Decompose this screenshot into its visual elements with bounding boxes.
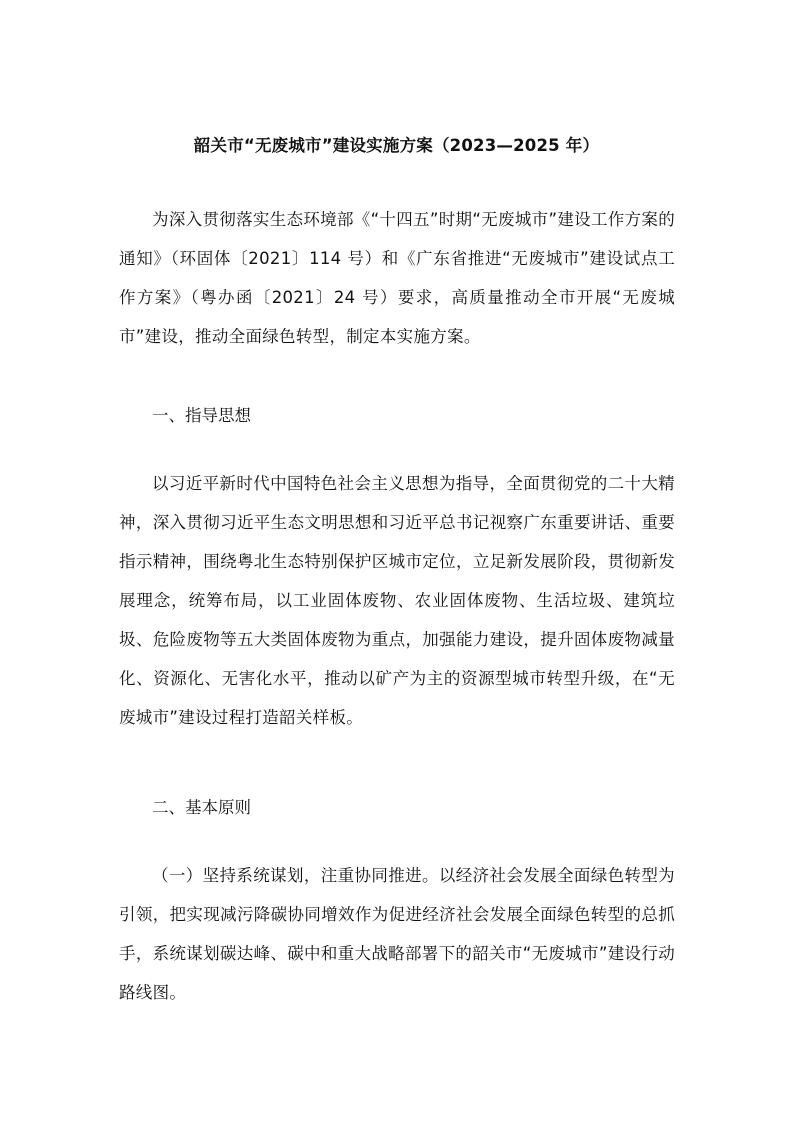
section-heading-guiding-ideology: 一、指导思想: [152, 406, 251, 425]
section-paragraph-basic-principles: （一）坚持系统谋划，注重协同推进。以经济社会发展全面绿色转型为引领，把实现减污降碳协同增效作为促进经济社会发展全面绿色转型的总抓手，系统谋划碳达峰、碳中和重大战略部署下的韶关市“无废城市”建设行动路线图。: [119, 866, 675, 1002]
intro-paragraph: 为深入贯彻落实生态环境部《“十四五”时期“无废城市”建设工作方案的通知》（环固体〔2021〕114 号）和《广东省推进“无废城市”建设试点工作方案》（粤办函〔2021〕24 号）要求，高质量推动全市开展“无废城市”建设，推动全面绿色转型，制定本实施方案。: [119, 210, 675, 346]
section-heading-basic-principles: 二、基本原则: [152, 798, 251, 817]
document-title: 韶关市“无废城市”建设实施方案（2023—2025 年）: [193, 136, 600, 155]
section-paragraph-guiding-ideology: 以习近平新时代中国特色社会主义思想为指导，全面贯彻党的二十大精神，深入贯彻习近平生态文明思想和习近平总书记视察广东重要讲话、重要指示精神，围绕粤北生态特别保护区城市定位，立足新发展阶段，贯彻新发展理念，统筹布局，以工业固体废物、农业固体废物、生活垃圾、建筑垃圾、危险废物等五大类固体废物为重点，加强能力建设，提升固体废物减量化、资源化、无害化水平，推动以矿产为主的资源型城市转型升级，在“无废城市”建设过程打造韶关样板。: [119, 474, 675, 727]
